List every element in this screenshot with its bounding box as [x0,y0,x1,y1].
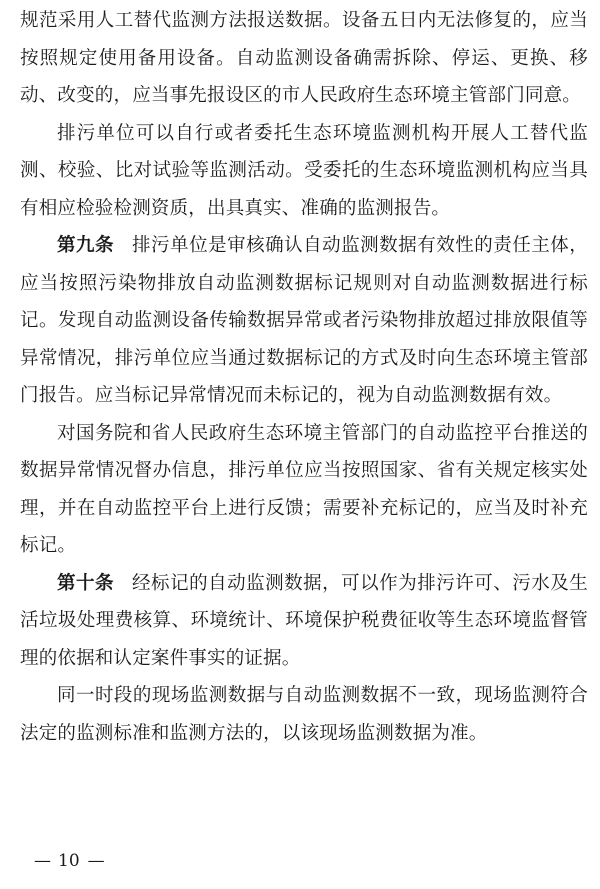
paragraph-text: 同一时段的现场监测数据与自动监测数据不一致，现场监测符合法定的监测标准和监测方法的，以该现场监测数据为准。 [20,685,588,744]
paragraph-text: 排污单位可以自行或者委托生态环境监测机构开展人工替代监测、校验、比对试验等监测活动。受委托的生态环境监测机构应当具有相应检验检测资质，出具真实、准确的监测报告。 [20,122,588,219]
page-footer [34,851,104,871]
page-dash-left: — [34,851,50,871]
paragraph-text: 排污单位是审核确认自动监测数据有效性的责任主体，应当按照污染物排放自动监测数据标记规则对自动监测数据进行标记。发现自动监测设备传输数据异常或者污染物排放超过排放限值等异常情况，排污单位应当通过数据标记的方式及时向生态环境主管部门报告。应当标记异常情况而未标记的，视为自动监测数据有效。 [20,235,588,406]
paragraph-text: 规范采用人工替代监测方法报送数据。设备五日内无法修复的，应当按照规定使用备用设备。自动监测设备确需拆除、停运、更换、移动、改变的，应当事先报设区的市人民政府生态环境主管部门同意。 [20,10,588,106]
article-number: 第九条 [57,235,115,256]
paragraph-text: 对国务院和省人民政府生态环境主管部门的自动监控平台推送的数据异常情况督办信息，排污单位应当按照国家、省有关规定核实处理，并在自动监控平台上进行反馈；需要补充标记的，应当及时补充标记。 [20,422,588,556]
article-number: 第十条 [57,572,115,594]
article-9 [20,227,588,415]
document-body [20,2,588,752]
paragraph-4 [20,415,588,565]
page-number: 10 [58,851,80,871]
article-10 [20,565,588,678]
paragraph-6 [20,677,588,752]
paragraph-1 [20,2,588,115]
paragraph-text: 经标记的自动监测数据，可以作为排污许可、污水及生活垃圾处理费核算、环境统计、环境保护税费征收等生态环境监督管理的依据和认定案件事实的证据。 [20,572,588,669]
page-dash-right: — [87,851,104,871]
paragraph-2 [20,115,588,228]
